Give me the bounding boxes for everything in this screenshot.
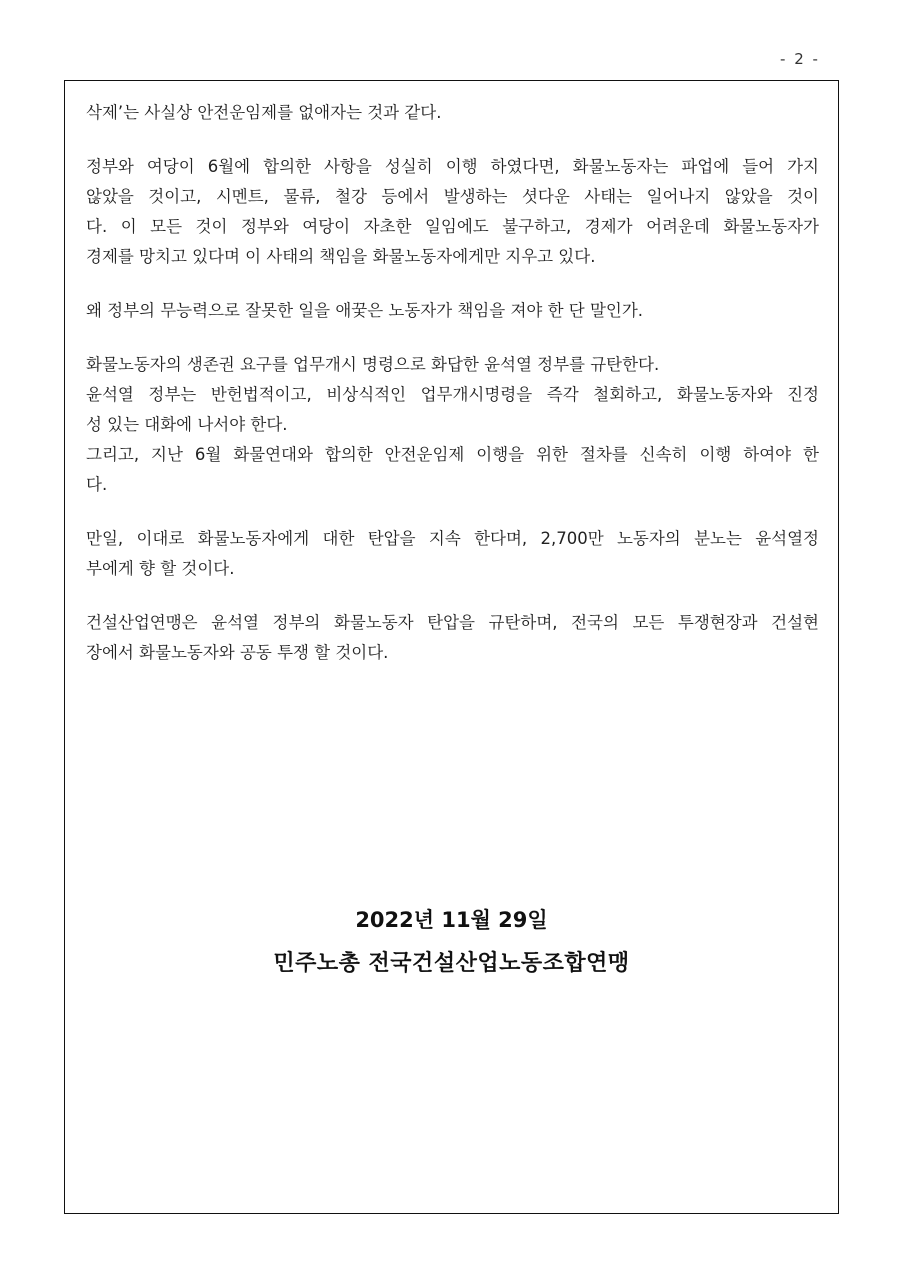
paragraph-3 (86, 296, 819, 326)
text-line: 성 있는 대화에 나서야 한다. (86, 415, 288, 434)
signature-date: 2022년 11월 29일 (355, 908, 548, 932)
paragraph-2 (86, 152, 819, 272)
text-line: 장에서 화물노동자와 공동 투쟁 할 것이다. (86, 643, 389, 662)
statement-body (86, 98, 819, 668)
text-line: 윤석열 정부는 반헌법적이고, 비상식적인 업무개시명령을 즉각 철회하고, 화물노동자와 진정 (86, 385, 819, 404)
paragraph-4 (86, 350, 819, 500)
text-line: 다. 이 모든 것이 정부와 여당이 자초한 일임에도 불구하고, 경제가 어려운데 화물노동자가 (86, 217, 819, 236)
text-line: 화물노동자의 생존권 요구를 업무개시 명령으로 화답한 윤석열 정부를 규탄한다. (86, 355, 660, 374)
text-line: 정부와 여당이 6월에 합의한 사항을 성실히 이행 하였다면, 화물노동자는 파업에 들어 가지 (86, 157, 819, 176)
text-line: 그리고, 지난 6월 화물연대와 합의한 안전운임제 이행을 위한 절차를 신속히 이행 하여야 한 (86, 445, 819, 464)
signature-organization: 민주노총 전국건설산업노동조합연맹 (273, 951, 630, 976)
text-line: 않았을 것이고, 시멘트, 물류, 철강 등에서 발생하는 셧다운 사태는 일어나지 않았을 것이 (86, 187, 819, 206)
text-line: 부에게 향 할 것이다. (86, 559, 235, 578)
text-line: 왜 정부의 무능력으로 잘못한 일을 애꿎은 노동자가 책임을 져야 한 단 말인가. (86, 301, 644, 320)
paragraph-1 (86, 98, 819, 128)
page-number: - 2 - (780, 50, 820, 68)
text-line: 만일, 이대로 화물노동자에게 대한 탄압을 지속 한다며, 2,700만 노동자의 분노는 윤석열정 (86, 529, 819, 548)
text-line: 경제를 망치고 있다며 이 사태의 책임을 화물노동자에게만 지우고 있다. (86, 247, 596, 266)
paragraph-5 (86, 524, 819, 584)
text-line: 다. (86, 475, 108, 494)
paragraph-6 (86, 608, 819, 668)
text-line: 삭제’는 사실상 안전운임제를 없애자는 것과 같다. (86, 103, 442, 122)
text-line: 건설산업연맹은 윤석열 정부의 화물노동자 탄압을 규탄하며, 전국의 모든 투쟁현장과 건설현 (86, 613, 819, 632)
